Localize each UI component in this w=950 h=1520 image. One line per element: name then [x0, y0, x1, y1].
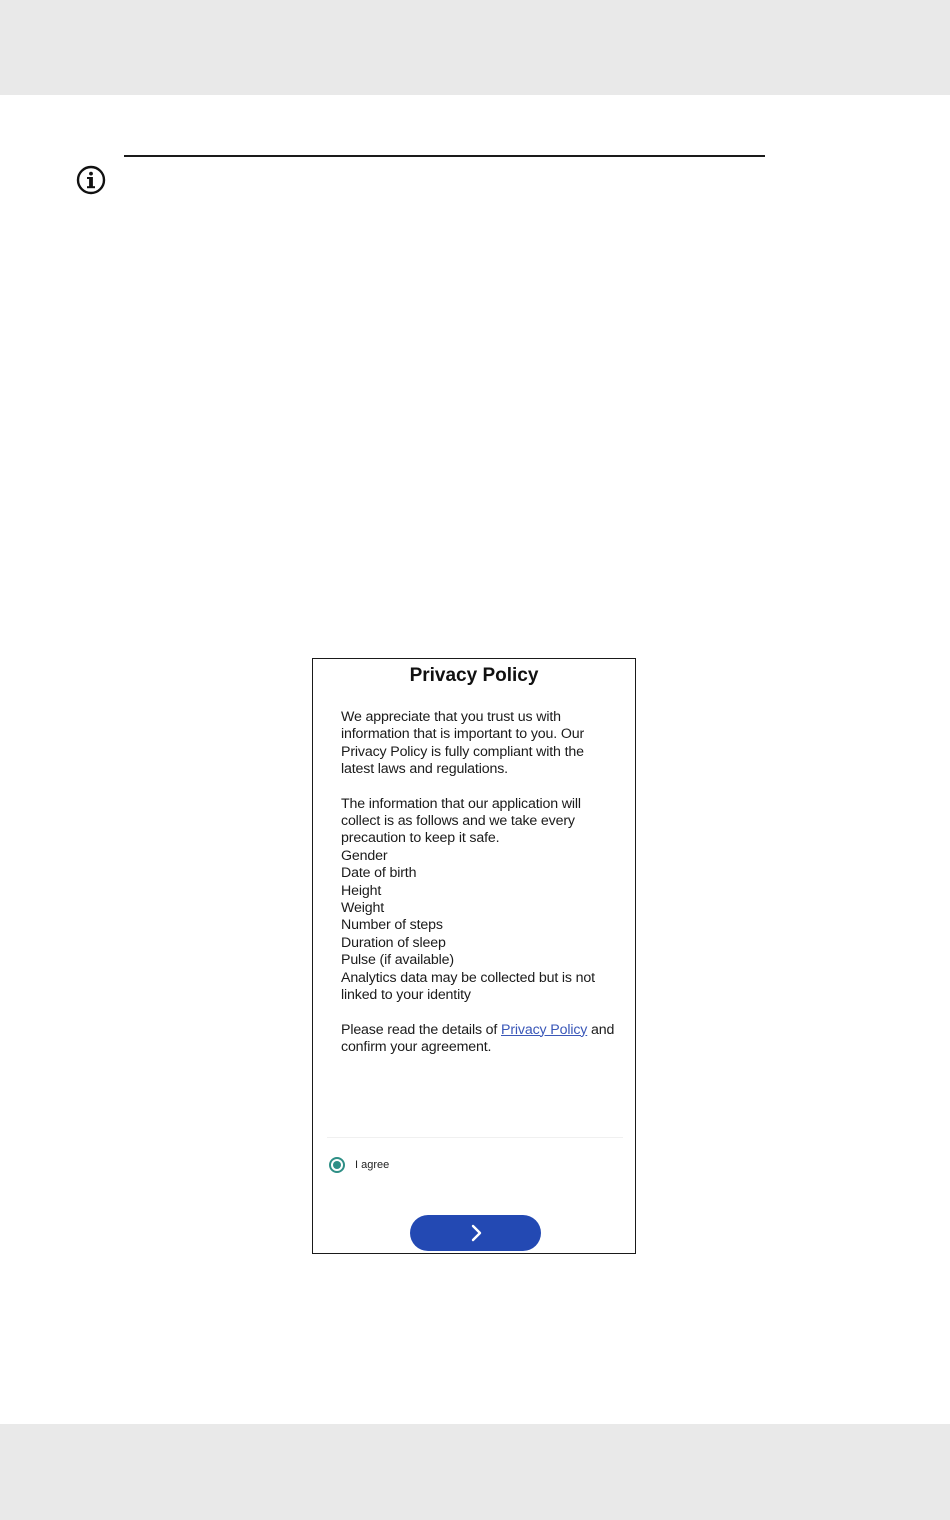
list-item: Gender [341, 847, 388, 864]
agree-divider [327, 1137, 623, 1138]
policy-text [341, 709, 616, 1073]
privacy-policy-link[interactable]: Privacy Policy [501, 1021, 588, 1038]
list-item: Analytics data may be collected but is not linked to your identity [341, 969, 595, 1004]
screen-title: Privacy Policy [409, 665, 539, 686]
agree-radio[interactable] [329, 1157, 345, 1173]
list-item: Weight [341, 900, 384, 917]
collected-items-list [341, 848, 616, 1005]
agree-option[interactable] [329, 1155, 389, 1175]
intro-paragraph: We appreciate that you trust us with information that is important to you. Our Privacy Policy is fully compliant with the latest laws and regulations. [341, 709, 585, 778]
top-band [0, 0, 950, 95]
list-item: Date of birth [341, 865, 417, 882]
info-icon [76, 165, 106, 195]
list-item: Number of steps [341, 917, 443, 934]
bottom-band [0, 1424, 950, 1520]
next-button[interactable] [410, 1215, 541, 1251]
read-prefix: Please read the details of [341, 1021, 502, 1038]
list-item: Pulse (if available) [341, 952, 454, 969]
list-item: Duration of sleep [341, 934, 446, 951]
note-divider [124, 155, 765, 157]
chevron-right-icon [470, 1224, 482, 1242]
agree-label: I agree [355, 1159, 390, 1171]
list-item: Height [341, 882, 382, 899]
phone-screen [312, 658, 636, 1254]
read-paragraph [341, 1022, 616, 1057]
collect-intro: The information that our application will collect is as follows and we take every precaution to keep it safe. [341, 795, 581, 847]
read-suffix: and confirm your agreement. [341, 1021, 615, 1055]
